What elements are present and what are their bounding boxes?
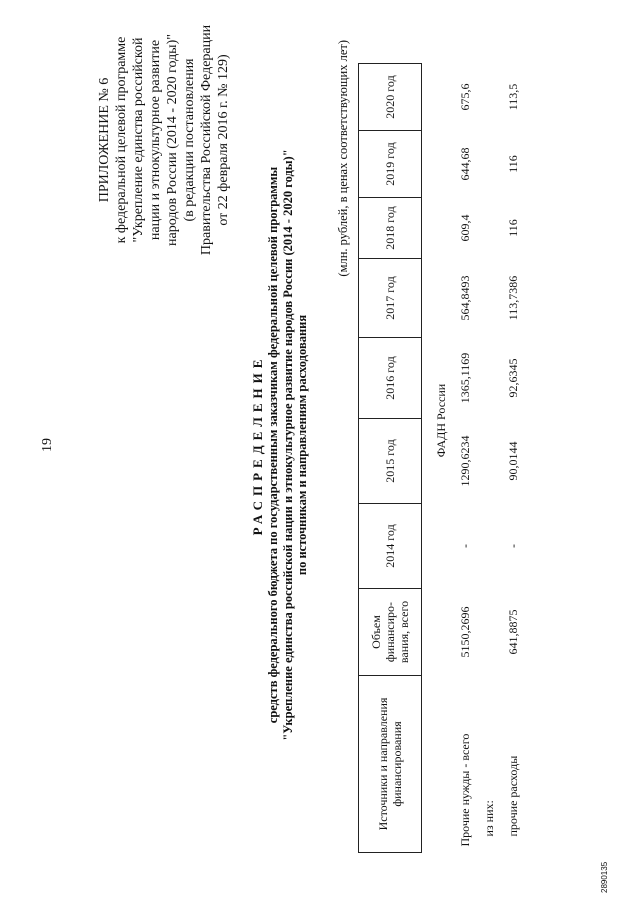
financing-table — [358, 63, 525, 853]
page-number: 19 — [40, 438, 55, 452]
cell-2019 — [477, 131, 501, 198]
cell-2017: 564,8493 — [457, 275, 472, 321]
cell-2018: 609,4 — [457, 214, 472, 242]
cell-2020 — [477, 64, 501, 131]
cell-2019: 116 — [505, 155, 520, 173]
table-row — [453, 64, 477, 853]
appendix-line: "Укрепление единства российской — [131, 37, 146, 243]
appendix-line: Правительства Российской Федерации — [199, 24, 214, 256]
row-label: прочие расходы — [505, 755, 520, 837]
appendix-line: к федеральной целевой программе — [114, 36, 129, 244]
document-code: 2890135 — [600, 861, 609, 893]
cell-total: 5150,2696 — [457, 606, 472, 658]
cell-2014: - — [505, 544, 520, 548]
appendix-line: от 22 февраля 2016 г. № 129) — [216, 54, 231, 226]
header-2016: 2016 год — [359, 338, 422, 419]
header-2014: 2014 год — [359, 504, 422, 589]
cell-2017: 113,7386 — [505, 275, 520, 321]
title-line: "Укрепление единства российской нации и этнокультурное развитие народов России (2014 - 2020 годы)" — [280, 149, 295, 741]
cell-2018: 116 — [505, 219, 520, 237]
appendix-line: (в редакции постановления — [182, 58, 197, 222]
title-line: по источникам и направлениям расходования — [295, 314, 309, 576]
appendix-line: народов России (2014 - 2020 годы)" — [165, 34, 180, 246]
title-main: РАСПРЕДЕЛЕНИЕ — [250, 354, 265, 536]
cell-2017 — [477, 259, 501, 338]
header-2017: 2017 год — [359, 259, 422, 338]
title-line: средств федерального бюджета по государственным заказчикам федеральной целевой программы — [266, 166, 280, 724]
cell-2020: 113,5 — [505, 83, 520, 111]
table-row — [477, 64, 501, 853]
header-2020: 2020 год — [359, 64, 422, 131]
cell-2018 — [477, 198, 501, 259]
row-label: Прочие нужды - всего — [457, 733, 472, 847]
appendix-line: ПРИЛОЖЕНИЕ № 6 — [97, 77, 112, 203]
table-header-row — [359, 64, 422, 853]
cell-2015: 1290,6234 — [457, 435, 472, 487]
appendix-block — [96, 20, 232, 260]
appendix-line: нации и этнокультурное развитие — [148, 39, 163, 241]
cell-total: 641,8875 — [505, 609, 520, 655]
section-row — [422, 64, 454, 853]
header-2015: 2015 год — [359, 419, 422, 504]
cell-2015: 90,0144 — [505, 441, 520, 481]
document-title — [250, 145, 310, 745]
header-2019: 2019 год — [359, 131, 422, 198]
header-sources: Источники и направления финансирования — [359, 676, 422, 853]
cell-2019: 644,68 — [457, 147, 472, 181]
cell-2020: 675,6 — [457, 83, 472, 111]
cell-2016 — [477, 338, 501, 419]
header-2018: 2018 год — [359, 198, 422, 259]
cell-2014 — [477, 504, 501, 589]
header-total: Объем финансиро-вания, всего — [359, 589, 422, 676]
row-label: из них: — [481, 800, 496, 837]
cell-2015 — [477, 419, 501, 504]
cell-2016: 1365,1169 — [457, 352, 472, 404]
section-title: ФАДН России — [433, 383, 448, 458]
cell-2014: - — [457, 544, 472, 548]
cell-total — [477, 589, 501, 676]
cell-2016: 92,6345 — [505, 358, 520, 398]
table-row — [501, 64, 525, 853]
units-note: (млн. рублей, в ценах соответствующих лет) — [336, 40, 350, 277]
